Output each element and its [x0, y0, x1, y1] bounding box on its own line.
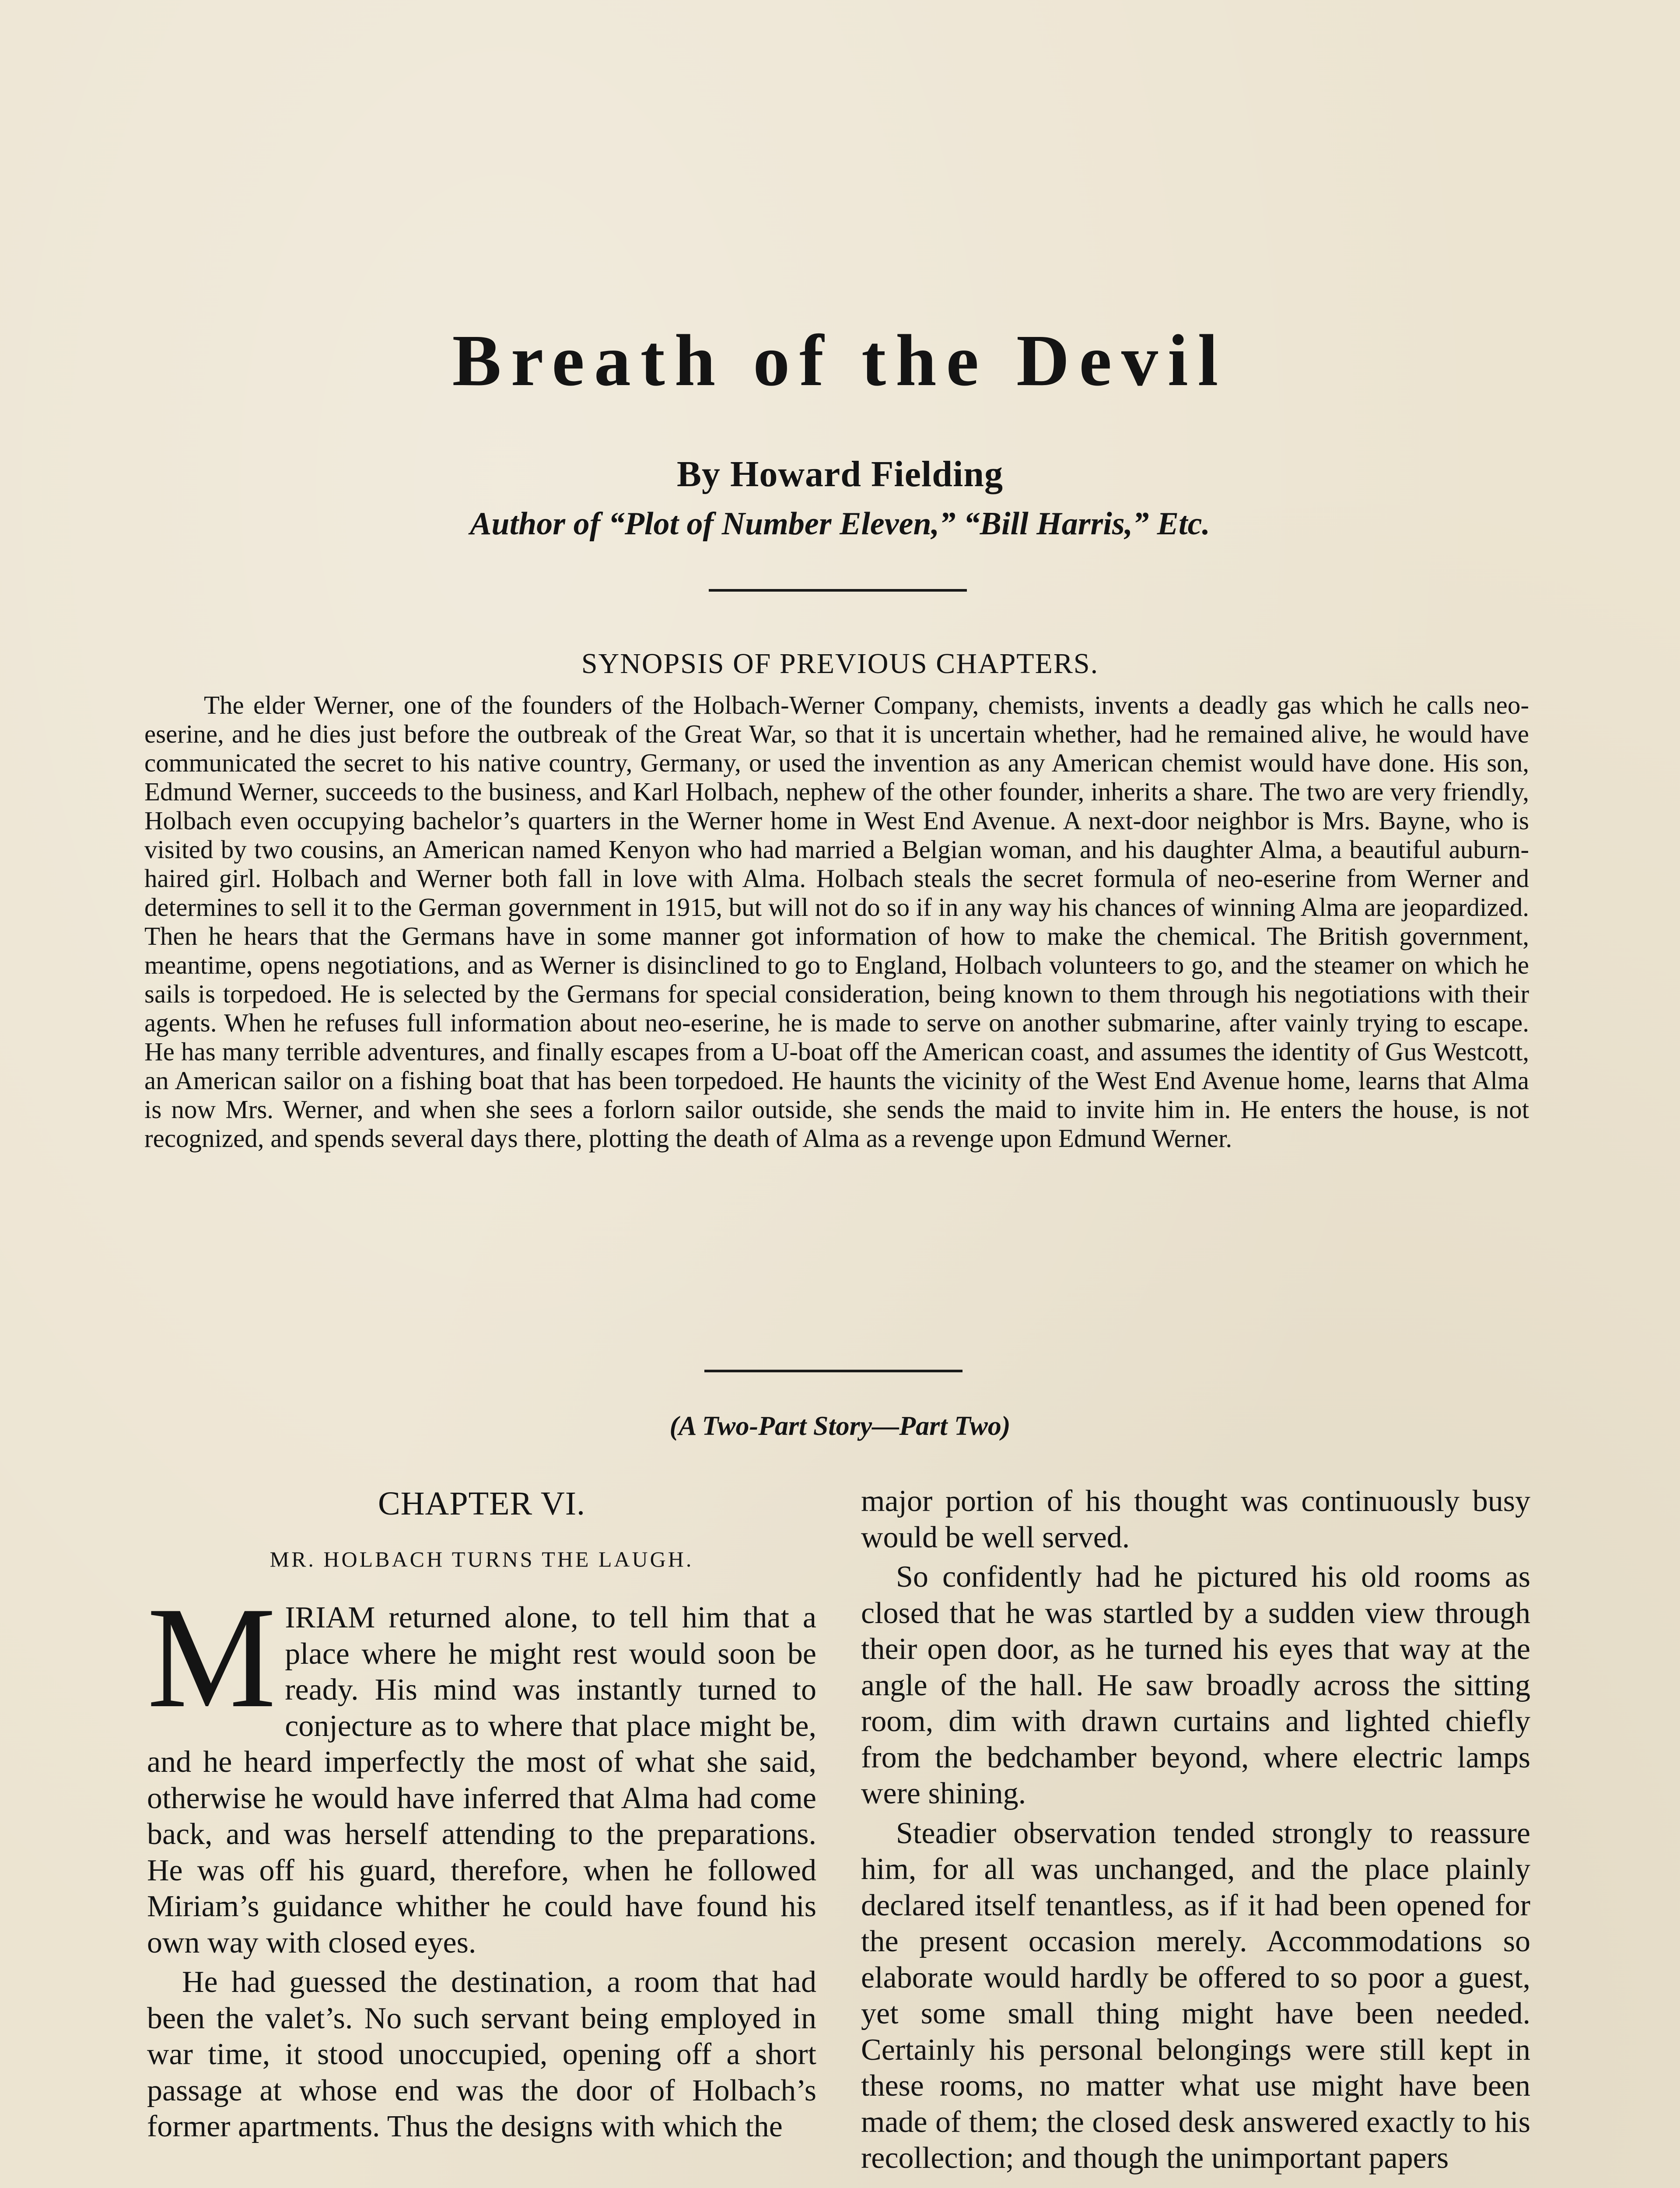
right-column — [861, 1483, 1530, 2180]
body-paragraph: He had guessed the destination, a room that had been the valet’s. No such servant being employed in war time, it stood unoccupied, opening off a short passage at whose end was the door of Holbach’s former apartments. Thus the designs with which the — [147, 1965, 816, 2143]
body-paragraph: major portion of his thought was continuously busy would be well served. — [861, 1484, 1530, 1554]
body-paragraph — [147, 1577, 816, 1961]
synopsis-heading: SYNOPSIS OF PREVIOUS CHAPTERS. — [581, 648, 1099, 680]
divider-rule — [704, 1370, 962, 1372]
synopsis-text: The elder Werner, one of the founders of the Holbach-Werner Company, chemists, invents a deadly gas which he calls neo-eserine, and he dies just before the outbreak of the Great War, so that it is uncertain whether, had he remained alive, he would have communicated the secret to his native country, Germany, or used the invention as any American chemist would have done. His son, Edmund Werner, succeeds to the business, and Karl Holbach, nephew of the other founder, inherits a share. The two are very friendly, Holbach even occupying bachelor’s quarters in the Werner home in West End Avenue. A next-door neighbor is Mrs. Bayne, who is visited by two cousins, an American named Kenyon who had married a Belgian woman, and his daughter Alma, a beautiful auburn-haired girl. Holbach and Werner both fall in love with Alma. Holbach steals the secret formula of neo-eserine from Werner and determines to sell it to the German government in 1915, but will not do so if in any way his chances of winning Alma are jeopardized. Then he hears that the Germans have in some manner got information of how to make the chemical. The British government, meantime, opens negotiations, and as Werner is disinclined to go to England, Holbach volunteers to go, and the steamer on which he sails is torpedoed. He is selected by the Germans for special consideration, being known to them through his negotiations with their agents. When he refuses full information about neo-eserine, he is made to serve on another submarine, after vainly trying to escape. He has many terrible adventures, and finally escapes from a U-boat off the American coast, and assumes the identity of Gus Westcott, an American sailor on a fishing boat that has been torpedoed. He haunts the vicinity of the West End Avenue home, learns that Alma is now Mrs. Werner, and when she sees a forlorn sailor outside, she sends the maid to invite him in. He enters the house, is not recognized, and spends several days there, plotting the death of Alma as a revenge upon Edmund Werner. — [144, 691, 1529, 1153]
chapter-subtitle: MR. HOLBACH TURNS THE LAUGH. — [270, 1547, 694, 1571]
paragraph-text: IRIAM returned alone, to tell him that a place where he might rest would soon be ready. His mind was instantly turned to conjecture as to where that place might be, and he heard imperfectly the most of what she said, otherwise he would have inferred that Alma had come back, and was herself attending to the preparations. He was off his guard, therefore, when he followed Miriam’s guidance whither he could have found his own way with closed eyes. — [147, 1601, 816, 1960]
author-credits: Author of “Plot of Number Eleven,” “Bill Harris,” Etc. — [470, 506, 1210, 542]
drop-cap: M — [147, 1577, 276, 1738]
divider-rule — [709, 589, 967, 592]
chapter-heading: CHAPTER VI. — [378, 1485, 586, 1522]
story-title: Breath of the Devil — [452, 320, 1228, 401]
part-label: (A Two-Part Story—Part Two) — [669, 1411, 1011, 1441]
byline: By Howard Fielding — [676, 454, 1004, 494]
body-paragraph: So confidently had he pictured his old rooms as closed that he was startled by a sudden view through their open door, as he turned his eyes that way at the angle of the hall. He saw broadly across the sitting room, dim with drawn curtains and lighted chiefly from the bedchamber beyond, where electric lamps were shining. — [861, 1560, 1530, 1810]
body-paragraph: Steadier observation tended strongly to reassure him, for all was unchanged, and the place plainly declared itself tenantless, as if it had been opened for the present occasion merely. Accommodations so elaborate would hardly be offered to so poor a guest, yet some small thing might have been needed. Certainly his personal belongings were still kept in these rooms, no matter what use might have been made of them; the closed desk answered exactly to his recollection; and though the unimportant papers — [861, 1816, 1530, 2175]
left-column — [147, 1483, 816, 2149]
